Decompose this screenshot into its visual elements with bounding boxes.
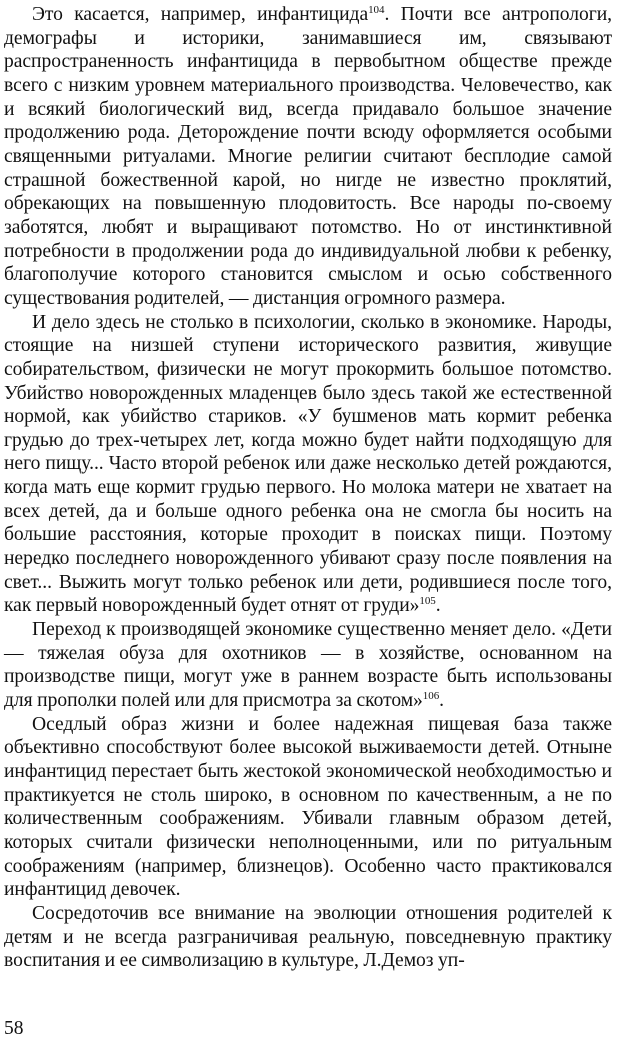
page-number: 58 — [4, 1018, 24, 1039]
paragraph-text: Оседлый образ жизни и более надежная пищевая база также объективно способствуют более высокой выживаемости детей. Отныне инфантицид перестает быть жестокой экономической необходимостью и практикуется не столь широко, в основном по качественным, а не по количественным соображениям. Убивали главным образом детей, которых считали физически неполноценными, или по ритуальным соображениям (например, близнецов). Особенно часто практиковался инфантицид девочек. — [4, 713, 612, 901]
paragraph-text-continued: . Почти все антропологи, демографы и историки, занимавшиеся им, связывают распространенность инфантицида в первобытном обществе прежде всего с низким уровнем материального производства. Человечество, как и всякий биологический вид, всегда придавало большое значение продолжению рода. Деторождение почти всюду оформляется особыми священными ритуалами. Многие религии считают бесплодие самой страшной божественной карой, но нигде не известно проклятий, обрекающих на повышенную плодовитость. Все народы по-своему заботятся, любят и выращивают потомство. Но от инстинктивной потребности в продолжении рода до индивидуальной любви к ребенку, благополучие которого становится смыслом и осью собственного существования родителей, — дистанция огромного размера. — [4, 4, 612, 309]
paragraph-5 — [4, 902, 612, 973]
paragraph-text: И дело здесь не столько в психологии, сколько в экономике. Народы, стоящие на низшей ступени исторического развития, живущие собирательством, физически не могут прокормить большое потомство. Убийство новорожденных младенцев было здесь такой же естественной нормой, как убийство стариков. «У бушменов мать кормит ребенка грудью до трех-четырех лет, когда можно будет найти подходящую для него пищу... Часто второй ребенок или даже несколько детей рождаются, когда мать еще кормит грудью первого. Но молока матери не хватает на всех детей, да и больше одного ребенка она не смогла бы носить на большие расстояния, которые проходит в поисках пищи. Поэтому нередко последнего новорожденного убивают сразу после появления на свет... Выжить могут только ребенок или дети, родившиеся после того, как первый новорожденный будет отнят от груди» — [4, 311, 612, 617]
paragraph-3 — [4, 618, 612, 713]
paragraph-1 — [4, 3, 612, 311]
footnote-ref-104[interactable]: 104 — [368, 3, 385, 16]
paragraph-4 — [4, 713, 612, 902]
paragraph-text: Сосредоточив все внимание на эволюции отношения родителей к детям и не всегда разграничивая реальную, повседневную практику воспитания и ее символизацию в культуре, Л.Демоз уп- — [4, 902, 612, 972]
paragraph-2 — [4, 311, 612, 619]
paragraph-text: Это касается, например, инфантицида — [32, 4, 369, 25]
footnote-ref-105[interactable]: 105 — [419, 595, 436, 608]
paragraph-text: Переход к производящей экономике существенно меняет дело. «Дети — тяжелая обуза для охотников — в хозяйстве, основанном на производстве пищи, могут уже в раннем возрасте быть использованы для прополки полей или для присмотра за скотом» — [4, 619, 612, 712]
paragraph-text-continued: . — [435, 595, 441, 617]
body-text — [4, 3, 612, 973]
footnote-ref-106[interactable]: 106 — [422, 689, 440, 702]
paragraph-text-continued: . — [439, 690, 445, 712]
